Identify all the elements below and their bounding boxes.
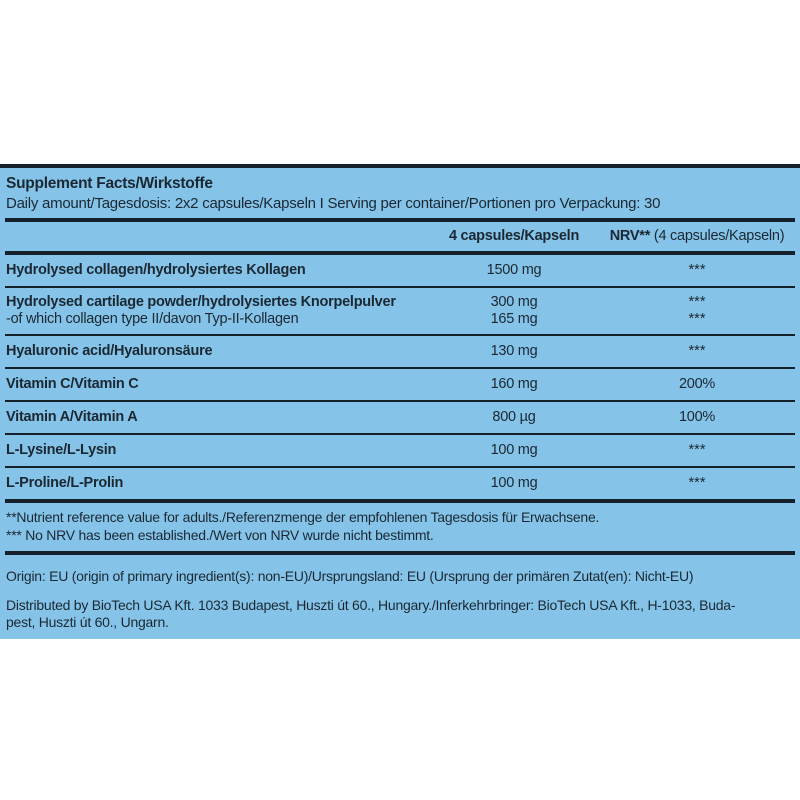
column-header-nrv <box>594 228 800 245</box>
ingredient-amount: 100 mg <box>490 442 538 458</box>
distributor-line-2: pest, Huszti út 60., Ungarn. <box>6 614 169 630</box>
distributor-line-1: Distributed by BioTech USA Kft. 1033 Budapest, Huszti út 60., Hungary./Inferkehrbringer: BioTech USA Kft., H-1033, Buda- <box>6 597 736 613</box>
divider-line-thick <box>5 551 795 555</box>
panel-header <box>0 168 800 218</box>
ingredient-nrv: *** <box>688 262 706 278</box>
serving-info: Daily amount/Tagesdosis: 2x2 capsules/Kapseln I Serving per container/Portionen pro Verpackung: 30 <box>6 195 661 212</box>
ingredient-row-vitamin-c <box>0 369 800 400</box>
origin-statement: Origin: EU (origin of primary ingredient(s): non-EU)/Ursprungsland: EU (Ursprung der primären Zutat(en): Nicht-EU) <box>6 568 694 584</box>
ingredient-nrv: 100% <box>678 409 716 425</box>
ingredient-row-collagen <box>0 255 800 286</box>
ingredient-amount: 800 µg <box>492 409 536 425</box>
ingredient-name-main: Hydrolysed cartilage powder/hydrolysiertes Knorpelpulver <box>6 294 396 310</box>
ingredient-nrv-sub: *** <box>688 311 706 327</box>
ingredient-name <box>0 294 434 328</box>
ingredient-row-vitamin-a <box>0 402 800 433</box>
ingredient-nrv: *** <box>688 343 706 359</box>
ingredient-nrv: *** <box>688 475 706 491</box>
ingredient-row-proline <box>0 468 800 499</box>
supplement-facts-panel <box>0 164 800 639</box>
ingredient-amount: 160 mg <box>490 376 538 392</box>
column-header-amount: 4 capsules/Kapseln <box>448 228 580 244</box>
column-header-nrv-rest: (4 capsules/Kapseln) <box>650 228 785 244</box>
ingredient-amount: 130 mg <box>490 343 538 359</box>
distributor-statement <box>0 597 800 631</box>
ingredient-name: L-Lysine/L-Lysin <box>6 442 117 458</box>
ingredient-amount: 100 mg <box>490 475 538 491</box>
ingredient-name: Hydrolysed collagen/hydrolysiertes Kollagen <box>6 262 306 278</box>
ingredient-amount-main: 300 mg <box>490 294 538 310</box>
footnotes <box>0 503 800 551</box>
ingredient-row-lysine <box>0 435 800 466</box>
ingredient-name: L-Proline/L-Prolin <box>6 475 124 491</box>
ingredient-row-hyaluronic <box>0 336 800 367</box>
column-header-row <box>0 222 800 251</box>
ingredient-amount <box>434 294 594 328</box>
footnote-no-nrv: *** No NRV has been established./Wert von NRV wurde nicht bestimmt. <box>6 526 434 543</box>
ingredient-nrv: *** <box>688 442 706 458</box>
column-header-nrv-bold: NRV** <box>609 228 651 244</box>
ingredient-name: Vitamin A/Vitamin A <box>6 409 138 425</box>
ingredient-row-cartilage <box>0 288 800 334</box>
ingredient-nrv <box>594 294 800 328</box>
ingredient-name-sub: -of which collagen type II/davon Typ-II-Kollagen <box>6 311 299 327</box>
ingredient-name: Vitamin C/Vitamin C <box>6 376 139 392</box>
ingredient-nrv-main: *** <box>688 294 706 310</box>
ingredient-amount: 1500 mg <box>486 262 542 278</box>
ingredient-nrv: 200% <box>678 376 716 392</box>
footnote-nrv-reference: **Nutrient reference value for adults./Referenzmenge der empfohlenen Tagesdosis für Erwachsene. <box>6 509 600 525</box>
ingredient-amount-sub: 165 mg <box>490 311 538 327</box>
panel-title: Supplement Facts/Wirkstoffe <box>6 175 213 192</box>
ingredient-name: Hyaluronic acid/Hyaluronsäure <box>6 343 213 359</box>
